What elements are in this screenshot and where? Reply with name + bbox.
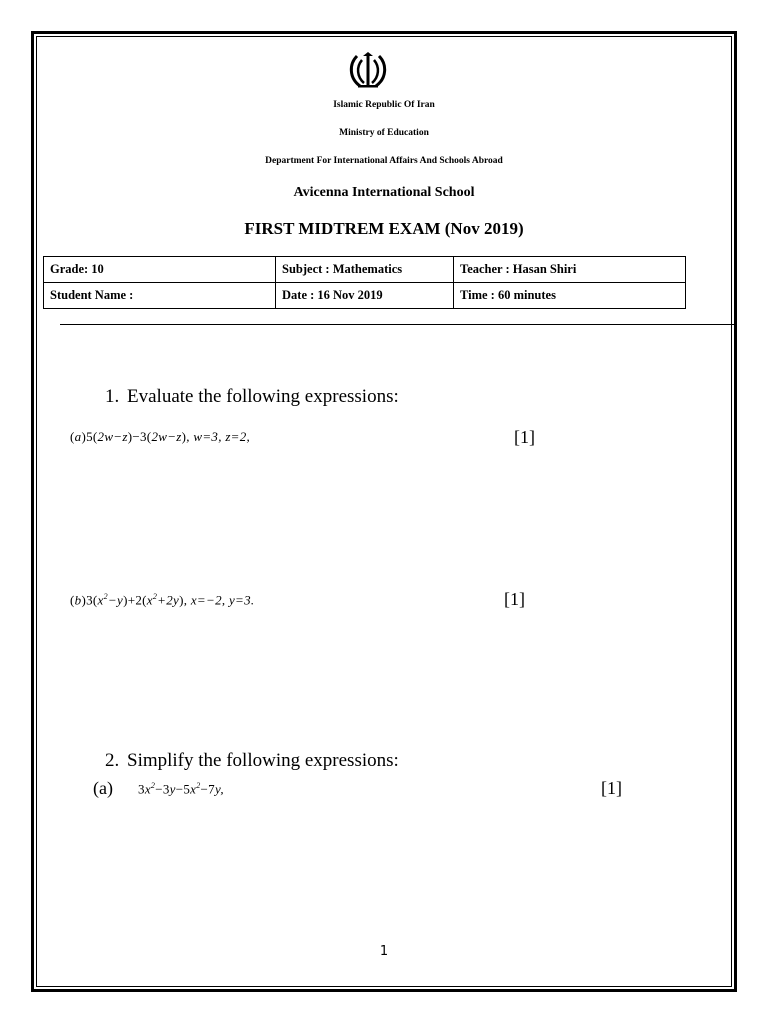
time-cell: Time : 60 minutes xyxy=(454,283,686,309)
question-2-heading xyxy=(105,750,399,772)
page-number: 1 xyxy=(379,944,389,959)
question-1a-expression: (a)5(2w−z)−3(2w−z), w=3, z=2, xyxy=(70,429,251,444)
header-school: Avicenna International School xyxy=(293,185,475,200)
info-row xyxy=(44,283,686,309)
question-1a-marks: [1] xyxy=(514,427,535,447)
subject-cell: Subject : Mathematics xyxy=(276,257,454,283)
student-name-cell: Student Name : xyxy=(44,283,276,309)
page-border-inner xyxy=(36,36,732,987)
question-1-number: 1. xyxy=(105,386,120,407)
question-2-number: 2. xyxy=(105,750,120,771)
question-2a-marks: [1] xyxy=(601,778,622,798)
question-2a-expression: $3x^2-3y-5x^2-7y$, xyxy=(138,781,224,797)
header-country: Islamic Republic Of Iran xyxy=(333,100,435,110)
question-1-heading xyxy=(105,386,399,408)
horizontal-rule xyxy=(60,324,737,325)
header-department: Department For International Affairs And Schools Abroad xyxy=(265,156,503,166)
question-2-text: Simplify the following expressions: xyxy=(127,750,399,771)
iran-emblem-icon xyxy=(348,52,388,90)
header-ministry: Ministry of Education xyxy=(339,128,429,138)
question-2a-label: (a) xyxy=(93,778,113,798)
exam-info-table xyxy=(43,256,686,309)
date-cell: Date : 16 Nov 2019 xyxy=(276,283,454,309)
teacher-cell: Teacher : Hasan Shiri xyxy=(454,257,686,283)
grade-cell: Grade: 10 xyxy=(44,257,276,283)
question-1b-marks: [1] xyxy=(504,589,525,609)
exam-title: FIRST MIDTREM EXAM (Nov 2019) xyxy=(244,219,524,238)
info-row xyxy=(44,257,686,283)
question-1-text: Evaluate the following expressions: xyxy=(127,386,399,407)
question-1b-expression: $(b)3(x^2-y)+2(x^2+2y)$, x=−2, y=3. xyxy=(70,592,255,608)
